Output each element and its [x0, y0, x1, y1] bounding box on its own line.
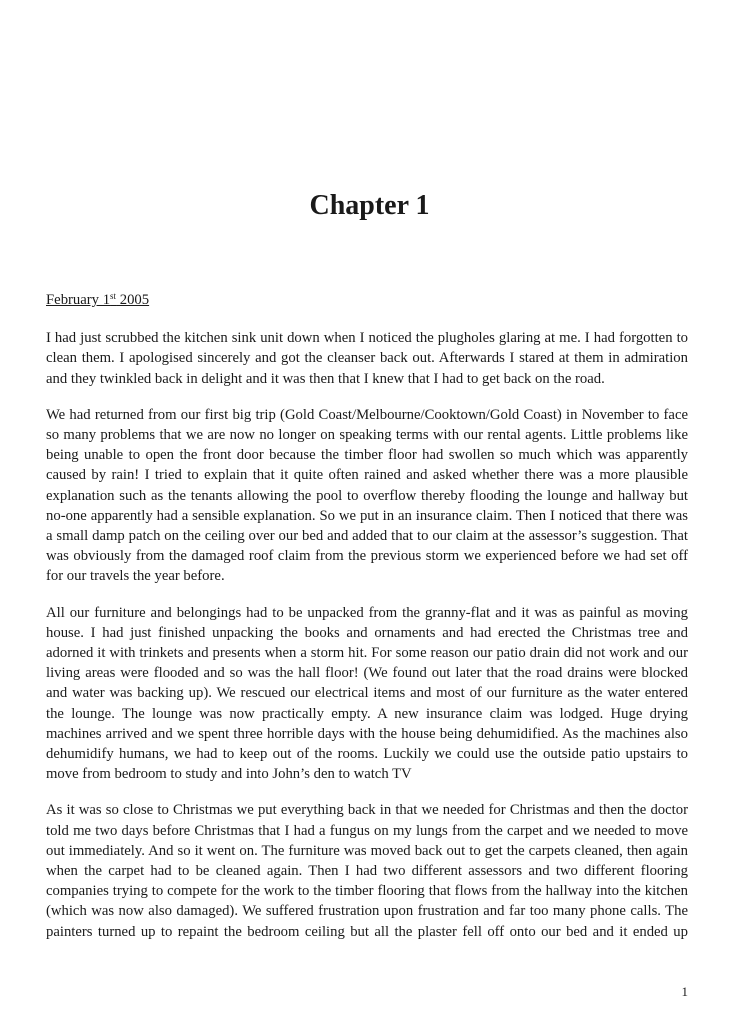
- paragraph-2: We had returned from our first big trip (Gold Coast/Melbourne/Cooktown/Gold Coast) in November to face so many problems that we are now no longer on speaking terms with our rental agents. Little problems like being unable to open the front door because the timber floor had swollen so much which was apparently caused by rain! I tried to explain that it quite often rained and asked whether there was a more plausible explanation such as the tenants allowing the pool to overflow thereby flooding the lounge and hallway but no-one apparently had a sensible explanation. So we put in an insurance claim. Then I noticed that there was a small damp patch on the ceiling over our bed and added that to our claim at the assessor’s suggestion. That was obviously from the damaged roof claim from the previous storm we experienced before we had set off for our travels the year before.: [46, 406, 688, 585]
- paragraph-4: As it was so close to Christmas we put everything back in that we needed for Christmas and then the doctor told me two days before Christmas that I had a fungus on my lungs from the carpet and we needed to move out immediately. And so it went on. The furniture was moved back out to get the carpets cleaned, then again when the carpet had to be cleaned again. Then I had two different assessors and two different flooring companies trying to compete for the work to the timber flooring that flows from the hallway into the kitchen (which was now also damaged). We suffered frustration upon frustration and far too many phone calls. The painters turned up to repaint the bedroom ceiling but all the plaster fell off onto our bed and it ended up: [46, 802, 688, 940]
- entry-date: [46, 290, 688, 310]
- paragraph-3: All our furniture and belongings had to be unpacked from the granny-flat and it was as painful as moving house. I had just finished unpacking the books and ornaments and had erected the Christmas tree and adorned it with trinkets and presents when a storm hit. For some reason our patio drain did not work and our living areas were flooded and so was the hall floor! (We found out later that the road drains were blocked and water was backing up). We rescued our electrical items and most of our furniture as the water entered the lounge. The lounge was now practically empty. A new insurance claim was lodged. Huge drying machines arrived and we spent three horrible days with the house being dehumidified. As the machines also dehumidify humans, we had to keep out of the rooms. Luckily we could use the outside patio upstairs to move from bedroom to study and into John’s den to watch TV: [46, 604, 688, 783]
- chapter-title: Chapter 1: [309, 190, 430, 221]
- page-number: 1: [681, 984, 688, 999]
- body-text: [46, 290, 688, 958]
- paragraph-1: I had just scrubbed the kitchen sink unit down when I noticed the plugholes glaring at me. I had forgotten to clean them. I apologised sincerely and got the cleanser back out. Afterwards I stared at them in admiration and they twinkled back in delight and it was then that I knew that I had to get back on the road.: [46, 330, 688, 387]
- entry-date-year: 2005: [116, 292, 150, 308]
- entry-date-prefix: February 1: [46, 292, 111, 308]
- entry-date-ordinal: st: [110, 291, 117, 301]
